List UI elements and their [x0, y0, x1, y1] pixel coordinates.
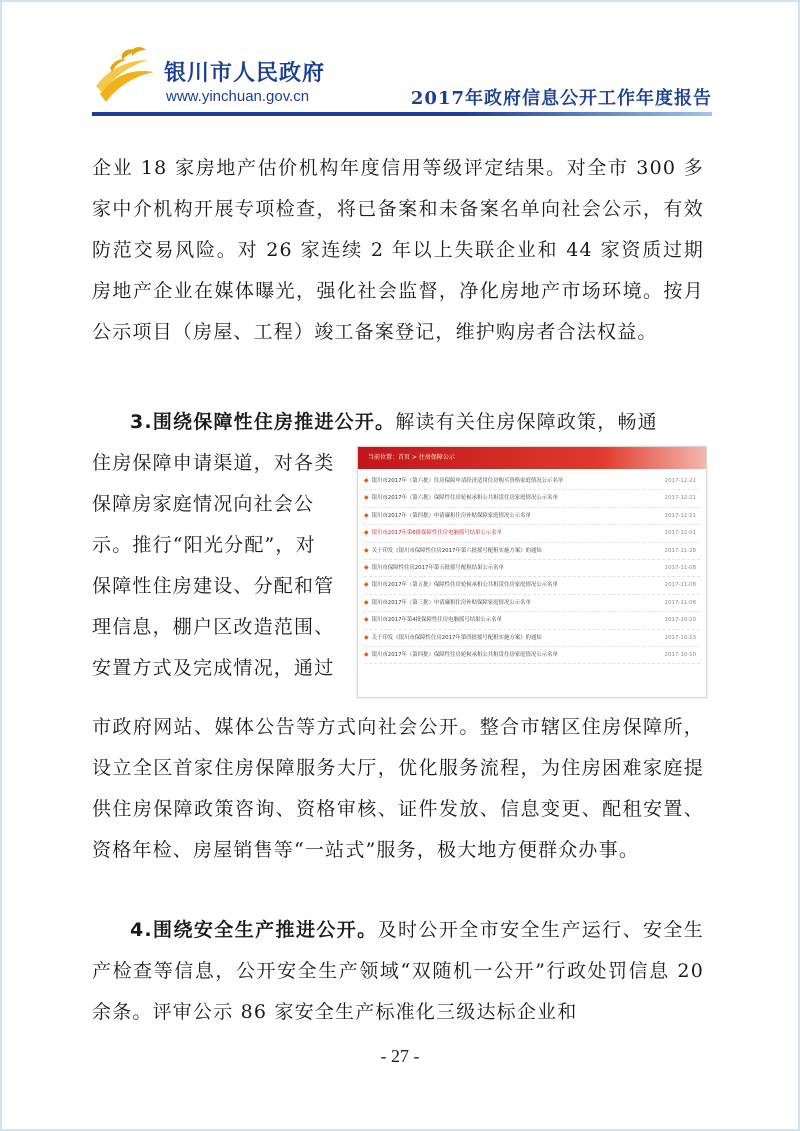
paragraph-safety	[92, 910, 704, 1033]
list-item-date: 2017-11-08	[664, 599, 696, 606]
list-item	[364, 508, 700, 525]
bullet-icon: ◆	[364, 494, 369, 502]
wrap-line: 保障房家庭情况向社会公	[92, 493, 315, 515]
list-item	[364, 647, 700, 664]
list-item-title: 银川市2017年（第三批）申请廉租住房补贴保障家庭情况公示名单	[371, 599, 531, 606]
bullet-icon: ◆	[364, 563, 369, 571]
header-rule	[92, 112, 712, 116]
list-item-title: 银川市2017年（第五批）保障性住房轮候承租公共租赁住房家庭情况公示名单	[371, 582, 558, 589]
paragraph-real-estate: 企业 18 家房地产估价机构年度信用等级评定结果。对全市 300 多家中介机构开展专项检查，将已备案和未备案名单向社会公示，有效防范交易风险。对 26 家连续 2 年以上失联企业和 44 家资质过期房地产企业在媒体曝光，强化社会监督，净化房地产市场环境。按月公示项目（房屋、工程）竣工备案登记，维护购房者合法权益。	[92, 157, 704, 343]
wrap-line: 安置方式及完成情况，通过	[92, 657, 335, 679]
safety-text: 及时公开全市安全生产运行、安全生产检查等信息，公开安全生产领域“双随机一公开”行政处罚信息 20 余条。评审公示 86 家安全生产标准化三级达标企业和	[92, 919, 705, 1023]
site-url: www.yinchuan.gov.cn	[166, 88, 310, 105]
list-item	[364, 525, 700, 542]
list-item-date: 2017-12-21	[664, 495, 696, 502]
bullet-icon: ◆	[364, 616, 369, 624]
list-item	[364, 595, 700, 612]
list-item-title: 银川市2017年第6批保障性住房电脑摇号结果公示名单	[371, 530, 502, 537]
list-item	[364, 612, 700, 629]
list-item-title: 银川市2017年（第六批）保障性住房轮候承租公共租赁住房家庭情况公示名单	[371, 495, 558, 502]
list-item-title: 银川市2017年（第四批）申请廉租住房补贴保障家庭情况公示名单	[371, 512, 531, 519]
list-item	[364, 490, 700, 507]
screenshot-breadcrumb: 当前位置：首页 > 住房保障公示	[358, 447, 706, 469]
list-item-title: 银川市保障性住房2017年第五批摇号配租结果公示名单	[371, 564, 504, 571]
list-item-date: 2017-12-01	[664, 530, 696, 537]
bullet-icon: ◆	[364, 511, 369, 519]
list-item	[364, 560, 700, 577]
paragraph-housing-heading-line	[92, 402, 704, 443]
list-item-date: 2017-11-28	[664, 547, 696, 554]
bullet-icon: ◆	[364, 598, 369, 606]
housing-wrapped-text	[92, 443, 344, 689]
page-number: - 27 -	[380, 1046, 420, 1066]
list-item	[364, 577, 700, 594]
wrap-line: 示。推行“阳光分配”，对	[92, 534, 316, 556]
wrap-line: 住房保障申请渠道，对各类	[92, 452, 335, 474]
bullet-icon: ◆	[364, 581, 369, 589]
paragraph-housing-continued: 市政府网站、媒体公告等方式向社会公开。整合市辖区住房保障所，设立全区首家住房保障服务大厅，优化服务流程，为住房困难家庭提供住房保障政策咨询、资格审核、证件发放、信息变更、配租安置、资格年检、房屋销售等“一站式”服务，极大地方便群众办事。	[92, 716, 704, 861]
site-name: 银川市人民政府	[164, 61, 326, 86]
list-item-title: 关于印发《银川市保障性住房2017年第四批摇号配租实施方案》的通知	[371, 634, 542, 641]
screenshot-list	[364, 473, 700, 664]
list-item-date: 2017-11-08	[664, 564, 696, 571]
list-item-title: 银川市2017年第4批保障性住房电脑摇号结果公示名单	[371, 617, 502, 624]
housing-list-screenshot	[357, 446, 707, 698]
wrap-line: 保障性住房建设、分配和管	[92, 575, 335, 597]
section-heading-safety: 4.围绕安全生产推进公开。	[130, 919, 378, 941]
section-heading-housing: 3.围绕保障性住房推进公开。	[130, 411, 396, 433]
page-header	[92, 46, 712, 116]
list-item-title: 银川市2017年（第四批）保障性住房轮候承租公共租赁住房家庭情况公示名单	[371, 651, 558, 658]
list-item-date: 2017-11-08	[664, 582, 696, 589]
list-item	[364, 473, 700, 490]
bullet-icon: ◆	[364, 650, 369, 658]
bullet-icon: ◆	[364, 633, 369, 641]
bullet-icon: ◆	[364, 477, 369, 484]
bullet-icon: ◆	[364, 546, 369, 554]
list-item-date: 2017-10-20	[664, 617, 696, 624]
list-item-title: 银川市2017年（第六批）住房保障申请经济适用住房购买资格家庭情况公示名单	[371, 478, 564, 484]
report-title: 2017年政府信息公开工作年度报告	[410, 88, 712, 109]
list-item-date: 2017-10-10	[664, 651, 696, 658]
housing-line1-text: 解读有关住房保障政策，畅通	[395, 411, 658, 433]
list-item	[364, 543, 700, 560]
wheat-logo-icon	[92, 46, 162, 108]
list-item-title: 关于印发《银川市保障性住房2017年第六批摇号配租实施方案》的通知	[371, 547, 542, 554]
list-item	[364, 630, 700, 647]
list-item-date: 2017-10-13	[664, 634, 696, 641]
list-item-date: 2017-12-21	[664, 478, 696, 484]
bullet-icon: ◆	[364, 529, 369, 537]
list-item-date: 2017-12-21	[664, 512, 696, 519]
wrap-line: 理信息，棚户区改造范围、	[92, 616, 335, 638]
